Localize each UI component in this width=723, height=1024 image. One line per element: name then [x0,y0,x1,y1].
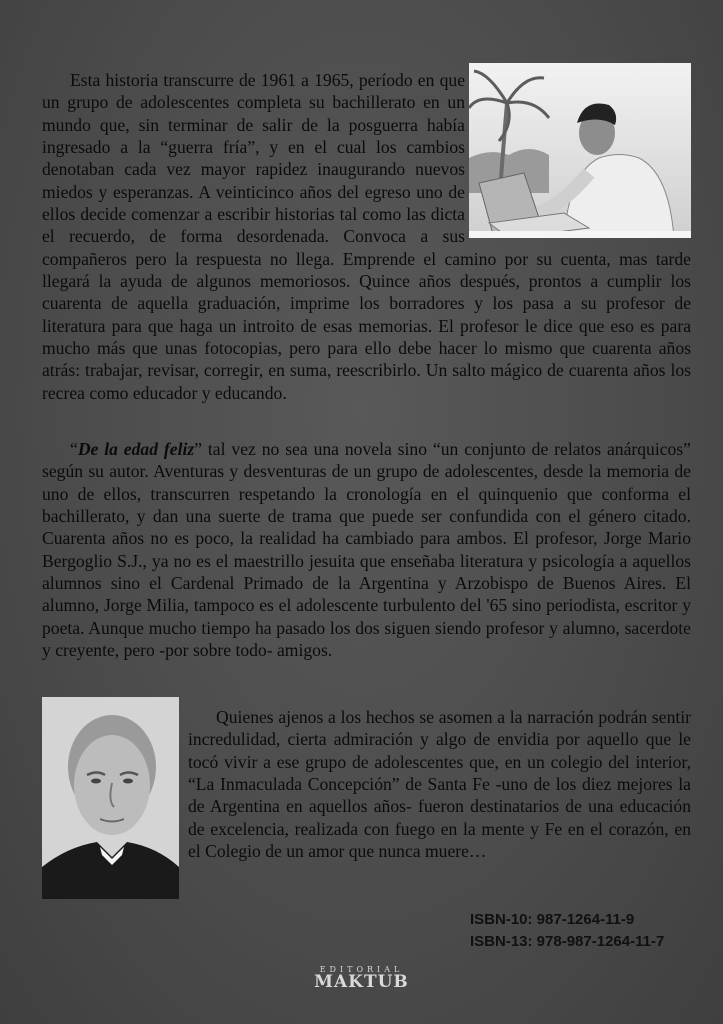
open-quote: “ [70,439,78,459]
author-photo [469,63,691,238]
author-photo-image [469,63,691,238]
paragraph-description-text: ” tal vez no sea una novela sino “un conjunto de relatos anárquicos” según su autor. Aventuras y desventuras de un grupo de adolescentes, desde la memoria de uno de ellos, transcurren respetando la cronología en el quinquenio que conforma el bachillerato, y dan una suerte de trama que puede ser confundida con el género citado. Cuarenta años no es poco, la realidad ha cambiado para ambos. El profesor, Jorge Mario Bergoglio S.J., ya no es el maestrillo jesuita que enseñaba literatura y psicología a aquellos alumnos sino el Cardenal Primado de la Argentina y Arzobispo de Buenos Aires. El alumno, Jorge Milia, tampoco es el adolescente turbulento del '65 sino periodista, escritor y poeta. Aunque mucho tiempo ha pasado los dos siguen siendo profesor y alumno, sacerdote y creyente, pero -por sobre todo- amigos. [42,439,691,661]
publisher-label: EDITORIAL [319,965,404,974]
isbn-10: ISBN-10: 987-1264-11-9 [470,911,635,928]
publisher-name: MAKTUB [314,972,409,992]
isbn-13: ISBN-13: 978-987-1264-11-7 [470,933,665,950]
paragraph-description [42,438,691,661]
paragraph-synopsis-text: Esta historia transcurre de 1961 a 1965, período en que un grupo de adolescentes completa su bachillerato en un mundo que, sin terminar de salir de la posguerra había ingresado a la “guerra fría”, y en el cual los cambios denotaban cada vez mayor rapidez inaugurando nuevos miedos y esperanzas. A veinticinco años del egreso uno de ellos decide comenzar a escribir historias tal como las dicta el recuerdo, de forma desordenada. Convoca a sus compañeros pero la respuesta no llega. Emprende el camino por su cuenta, mas tarde llegará la ayuda de algunos memoriosos. Quince años después, prontos a cumplir los cuarenta de aquella graduación, imprime los borradores y los pasa a su profesor de literatura para que haga un introito de esas memorias. El profesor le dice que eso es para mucho más que unas fotocopias, pero para ello debe hacer lo mismo que cuarenta años atrás: trabajar, revisar, corregir, en suma, reescribirlo. Un salto mágico de cuarenta años los recrea como educador y educando. [42,70,691,403]
professor-photo-image [42,697,179,899]
book-title: De la edad feliz [77,439,195,459]
paragraph-closing [188,706,691,862]
professor-photo [42,697,179,899]
paragraph-closing-text: Quienes ajenos a los hechos se asomen a la narración podrán sentir incredulidad, cierta admiración y algo de envidia por aquello que le tocó vivir a ese grupo de adolescentes que, en un colegio del interior, “La Inmaculada Concepción” de Santa Fe -uno de los diez mejores la de Argentina en aquellos años- fueron destinatarios de una educación de excelencia, realizada con fuego en la mente y Fe en el corazón, en el Colegio de un amor que nunca muere… [188,707,691,862]
